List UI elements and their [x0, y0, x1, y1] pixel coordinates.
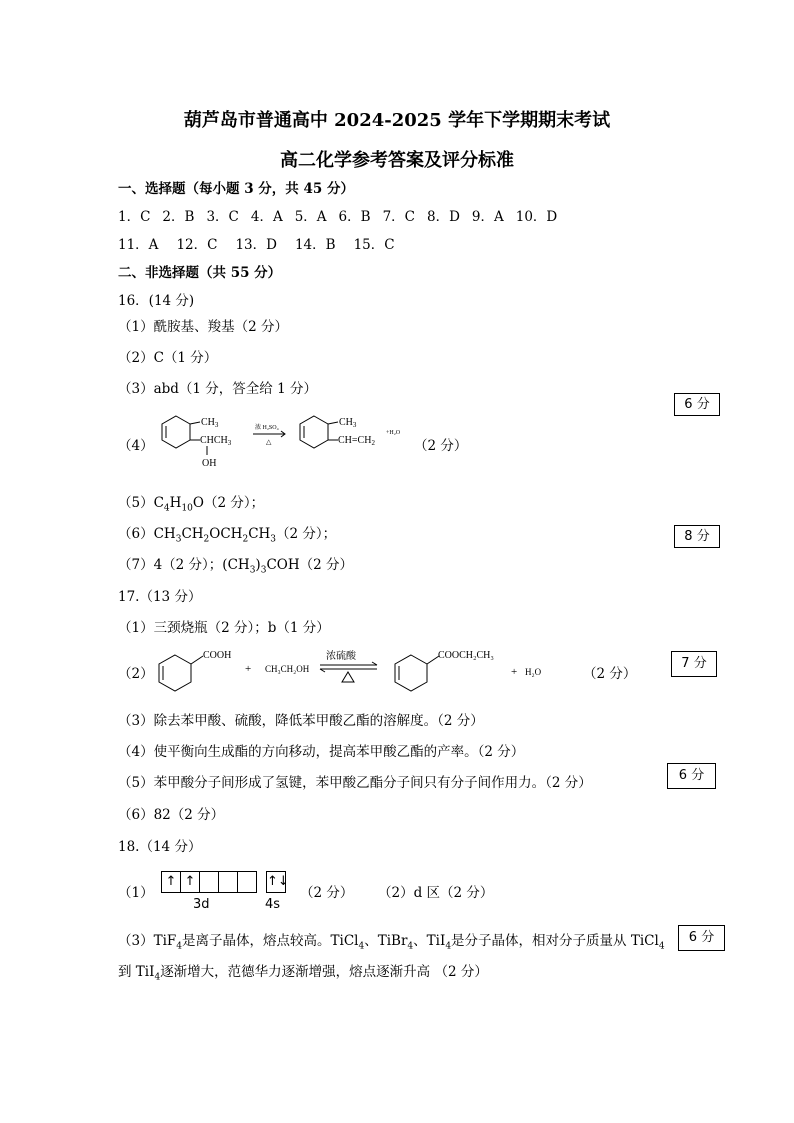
q16-answer-4-score: （2 分） — [414, 438, 468, 454]
mcq-answers-row2 — [118, 233, 407, 253]
score-box: 8 分 — [674, 525, 720, 548]
mcq-answer: 9．A — [471, 209, 504, 225]
orbital-label-4s: 4s — [265, 897, 281, 912]
plus-sign: + — [511, 666, 518, 678]
orbital-box: ↑ — [161, 871, 181, 893]
orbital-diagram-4s — [267, 871, 289, 893]
orbital-box — [218, 871, 238, 893]
mcq-answer: 10．D — [515, 209, 558, 225]
hydroxyl-label: OH — [202, 458, 217, 469]
dehydration-reaction-diagram — [160, 412, 420, 476]
mcq-answer: 8．D — [426, 209, 460, 225]
orbital-diagram-3d — [162, 871, 257, 893]
bond-line — [328, 422, 338, 424]
orbital-box — [199, 871, 219, 893]
section2-heading: 二、非选择题（共 55 分） — [118, 265, 282, 281]
ethanol-label: CH₃CH₂OH — [265, 664, 310, 674]
mcq-answer: 4．A — [250, 209, 283, 225]
orbital-box — [237, 871, 257, 893]
reactant-benzene-ring — [162, 416, 190, 448]
product-benzene-ring — [395, 655, 427, 691]
q16-answer-4-label: （4） — [118, 438, 154, 454]
q17-answer-4: （4）使平衡向生成酯的方向移动，提高苯甲酸乙酯的产率。（2 分） — [118, 744, 525, 760]
mcq-answer: 13．D — [235, 237, 277, 253]
score-box: 6 分 — [667, 763, 716, 789]
mcq-answer: 15．C — [353, 237, 395, 253]
orbital-box: ↑ — [180, 871, 200, 893]
mcq-answer: 12．C — [176, 237, 218, 253]
q18-answer-3-line1: （3）TiF$_4$是离子晶体，熔点较高。TiCl$_4$、TiBr$_4$、TiI$_4$是分子晶体，相对分子质量从 TiCl$_4$ — [118, 933, 665, 952]
section1-heading: 一、选择题（每小题 3 分，共 45 分） — [118, 181, 354, 197]
mcq-answer: 2．B — [162, 209, 195, 225]
bond-line — [190, 422, 200, 424]
reaction-condition: 浓硫酸 — [326, 651, 356, 662]
esterification-reaction-diagram — [155, 647, 575, 697]
q18-answer-1-label: （1） — [118, 885, 154, 901]
q17-answer-1: （1）三颈烧瓶（2 分）；b（1 分） — [118, 620, 330, 636]
q17-answer-5: （5）苯甲酸分子间形成了氢键，苯甲酸乙酯分子间只有分子间作用力。（2 分） — [118, 775, 592, 791]
methyl-label: $CH_3$ — [339, 417, 357, 429]
vinyl-label: $CH=CH_2$ — [338, 435, 375, 447]
q16-answer-2: （2）C（1 分） — [118, 350, 218, 366]
product-benzene-ring — [300, 416, 328, 448]
plus-sign: + — [245, 663, 252, 675]
score-box: 7 分 — [671, 651, 717, 677]
q16-header: 16．(14 分) — [118, 293, 195, 309]
q17-answer-2-score: （2 分） — [583, 666, 637, 682]
orbital-label-3d: 3d — [193, 897, 210, 912]
mcq-answer: 3．C — [206, 209, 239, 225]
heat-symbol — [342, 672, 354, 682]
methyl-label: $CH_3$ — [201, 417, 219, 429]
ester-group-label: COOCH₂CH₃ — [438, 650, 494, 661]
q18-answer-1-score: （2 分） — [300, 885, 354, 901]
mcq-answer: 5．A — [294, 209, 327, 225]
q17-answer-3: （3）除去苯甲酸、硫酸，降低苯甲酸乙酯的溶解度。（2 分） — [118, 713, 484, 729]
reaction-condition: 浓 H₂SO₄ — [255, 425, 279, 431]
mcq-answers-row1 — [118, 205, 569, 225]
bond-line — [191, 656, 203, 664]
mcq-answer: 14．B — [294, 237, 336, 253]
q17-header: 17.（13 分） — [118, 589, 202, 605]
q16-answer-7: （7）4（2 分）；$(CH_3)_3COH(2$ 分） — [118, 557, 353, 576]
water-label: H₂O — [525, 667, 542, 677]
orbital-box: ↑↓ — [266, 871, 286, 893]
page-title: 葫芦岛市普通高中 2024-2025 学年下学期期末考试 — [183, 110, 611, 131]
water-label: +H₂O — [386, 430, 401, 436]
mcq-answer: 7．C — [382, 209, 415, 225]
q16-answer-6: $(6)CH_3CH_2OCH_2CH_3(2$ 分）； — [118, 526, 337, 545]
q18-header: 18.（14 分） — [118, 839, 202, 855]
mcq-answer: 1．C — [118, 209, 151, 225]
reactant-benzene-ring — [159, 655, 191, 691]
q16-answer-3: （3）abd（1 分，答全给 1 分） — [118, 381, 317, 397]
mcq-answer: 11．A — [118, 237, 159, 253]
reaction-condition-heat: △ — [266, 438, 272, 446]
q17-answer-2-label: （2） — [118, 666, 154, 682]
q16-answer-1: （1）酰胺基、羧基（2 分） — [118, 319, 288, 335]
q18-answer-2: （2）d 区（2 分） — [378, 885, 494, 901]
chch3-label: $CHCH_3$ — [200, 435, 232, 447]
score-box: 6 分 — [674, 393, 720, 416]
q17-answer-6: （6）82（2 分） — [118, 807, 225, 823]
score-box: 6 分 — [678, 925, 725, 951]
q18-answer-3-line2: 到 TiI$_4$逐渐增大，范德华力逐渐增强，熔点逐渐升高 （2 分） — [118, 964, 488, 983]
q16-answer-5: $(5)C_4H_{10}O(2$ 分）； — [118, 495, 265, 514]
mcq-answer: 6．B — [338, 209, 371, 225]
page-subtitle: 高二化学参考答案及评分标准 — [280, 150, 514, 171]
carboxyl-label: COOH — [203, 650, 232, 661]
